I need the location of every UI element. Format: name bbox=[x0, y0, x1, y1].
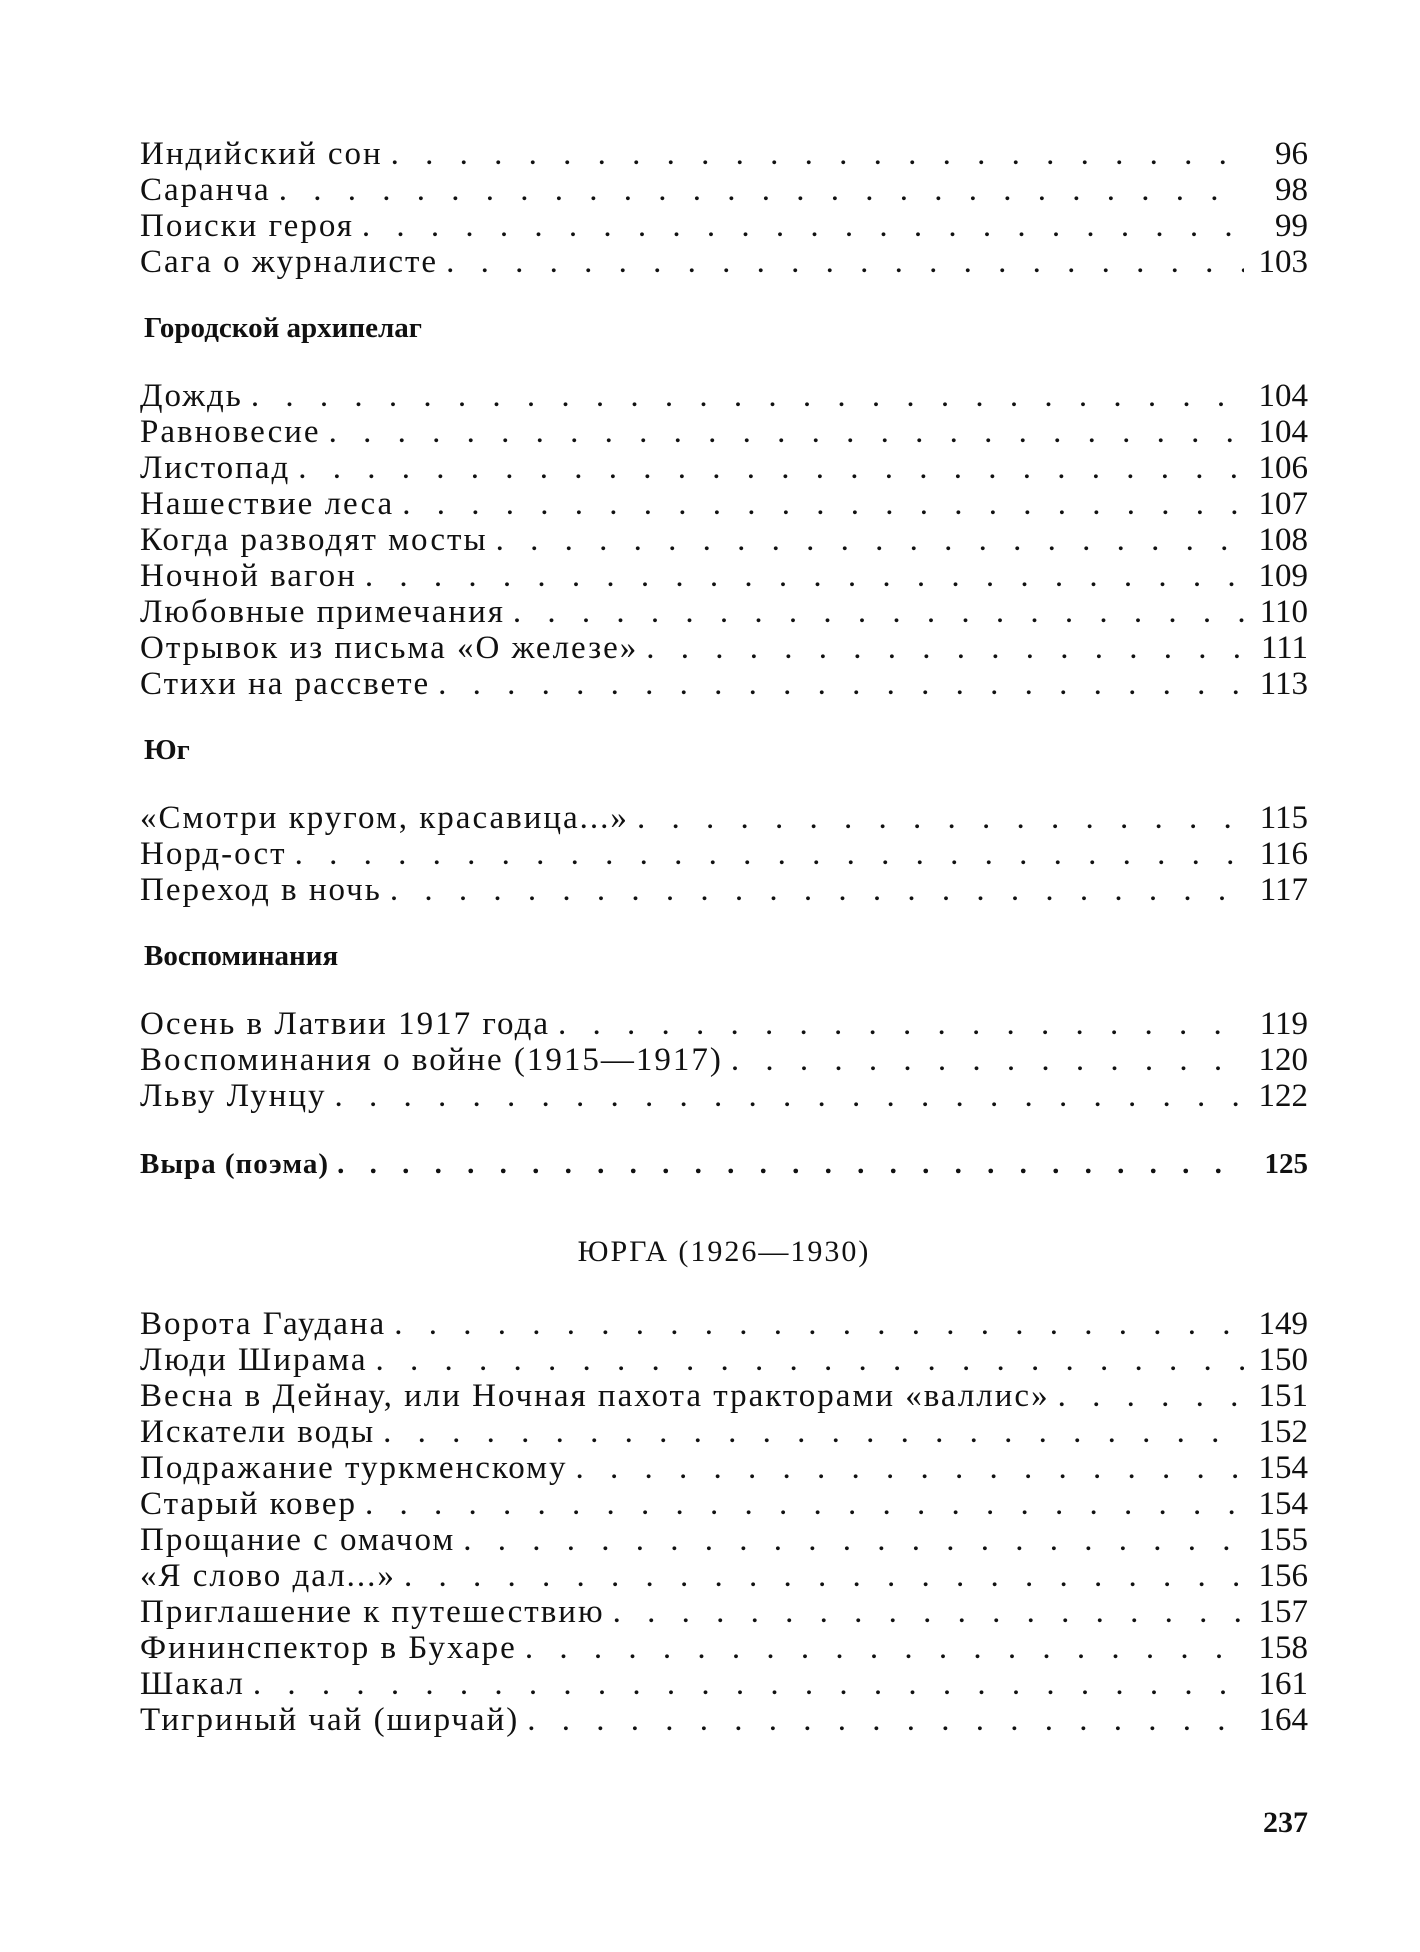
leader-dots bbox=[383, 1414, 1244, 1451]
leader-dots bbox=[558, 1006, 1244, 1043]
toc-entry-title: Льву Лунцу bbox=[140, 1078, 327, 1114]
toc-entry-page: 149 bbox=[1258, 1306, 1308, 1342]
toc-entry bbox=[140, 522, 1308, 558]
toc-entry bbox=[140, 1042, 1308, 1078]
leader-dots bbox=[496, 522, 1244, 559]
toc-entry bbox=[140, 450, 1308, 486]
toc-entry-title: Любовные примечания bbox=[140, 594, 505, 630]
toc-entry-title: Искатели воды bbox=[140, 1414, 376, 1450]
leader-dots bbox=[335, 1078, 1244, 1115]
toc-entry bbox=[140, 1630, 1308, 1666]
toc-entry-page: 96 bbox=[1275, 136, 1308, 172]
toc-entry-page: 157 bbox=[1258, 1594, 1308, 1630]
leader-dots bbox=[525, 1630, 1244, 1667]
toc-entry-page: 151 bbox=[1258, 1378, 1308, 1414]
toc-entry-title: Норд-ост bbox=[140, 836, 287, 872]
toc-entry bbox=[140, 136, 1308, 172]
toc-entry-title: Саранча bbox=[140, 172, 271, 208]
toc-entry bbox=[140, 1006, 1308, 1042]
leader-dots bbox=[575, 1450, 1244, 1487]
toc-entry bbox=[140, 594, 1308, 630]
leader-dots bbox=[365, 558, 1244, 595]
leader-dots bbox=[375, 1342, 1244, 1379]
toc-entry-title: Шакал bbox=[140, 1666, 245, 1702]
toc-entry-page: 158 bbox=[1258, 1630, 1308, 1666]
toc-entry-title: «Смотри кругом, красавица...» bbox=[140, 800, 629, 836]
toc-entry-title: Подражание туркменскому bbox=[140, 1450, 568, 1486]
toc-entry bbox=[140, 1702, 1308, 1738]
leader-dots bbox=[251, 378, 1244, 415]
toc-entry bbox=[140, 172, 1308, 208]
toc-entry bbox=[140, 1666, 1308, 1702]
section-heading: Юг bbox=[144, 734, 190, 766]
table-of-contents bbox=[140, 136, 1308, 1738]
toc-entry-title: Ночной вагон bbox=[140, 558, 357, 594]
toc-entry-page: 110 bbox=[1259, 594, 1308, 630]
leader-dots bbox=[295, 836, 1244, 873]
toc-entry-page: 107 bbox=[1258, 486, 1308, 522]
toc-entry-page: 125 bbox=[1264, 1148, 1308, 1180]
section-heading: Воспоминания bbox=[144, 940, 339, 972]
toc-entry bbox=[140, 1306, 1308, 1342]
section-heading: Городской архипелаг bbox=[144, 312, 422, 344]
leader-dots bbox=[527, 1702, 1244, 1739]
leader-dots bbox=[513, 594, 1244, 631]
toc-entry bbox=[140, 666, 1308, 702]
toc-entry-page: 111 bbox=[1260, 630, 1308, 666]
toc-entry-page: 164 bbox=[1258, 1702, 1308, 1738]
toc-entry-page: 103 bbox=[1258, 244, 1308, 280]
toc-entry-page: 104 bbox=[1258, 378, 1308, 414]
toc-entry-title: Прощание с омачом bbox=[140, 1522, 456, 1558]
leader-dots bbox=[365, 1486, 1244, 1523]
toc-entry-title: Равновесие bbox=[140, 414, 321, 450]
toc-entry bbox=[140, 244, 1308, 280]
toc-entry bbox=[140, 1342, 1308, 1378]
leader-dots bbox=[279, 172, 1244, 209]
toc-entry-title: Сага о журналисте bbox=[140, 244, 439, 280]
toc-entry-page: 156 bbox=[1258, 1558, 1308, 1594]
toc-entry bbox=[140, 630, 1308, 666]
toc-entry-page: 109 bbox=[1258, 558, 1308, 594]
leader-dots bbox=[1058, 1378, 1244, 1415]
toc-entry-page: 106 bbox=[1258, 450, 1308, 486]
toc-entry bbox=[140, 1078, 1308, 1114]
toc-entry-title: Переход в ночь bbox=[140, 872, 382, 908]
toc-entry-title: Приглашение к путешествию bbox=[140, 1594, 605, 1630]
toc-entry-page: 152 bbox=[1258, 1414, 1308, 1450]
toc-entry-page: 99 bbox=[1275, 208, 1308, 244]
toc-entry bbox=[140, 208, 1308, 244]
toc-entry-page: 117 bbox=[1259, 872, 1308, 908]
leader-dots bbox=[646, 630, 1244, 667]
toc-group bbox=[140, 800, 1308, 908]
toc-entry-title: Поиски героя bbox=[140, 208, 354, 244]
toc-entry-page: 150 bbox=[1258, 1342, 1308, 1378]
toc-entry-page: 154 bbox=[1258, 1486, 1308, 1522]
toc-group bbox=[140, 378, 1308, 702]
leader-dots bbox=[637, 800, 1244, 837]
toc-entry-page: 120 bbox=[1258, 1042, 1308, 1078]
leader-dots bbox=[394, 1306, 1244, 1343]
leader-dots bbox=[391, 136, 1244, 173]
toc-entry bbox=[140, 378, 1308, 414]
toc-entry bbox=[140, 1450, 1308, 1486]
toc-entry-title: «Я слово дал...» bbox=[140, 1558, 396, 1594]
toc-entry-title: Осень в Латвии 1917 года bbox=[140, 1006, 551, 1042]
leader-dots bbox=[438, 666, 1244, 703]
part-title: ЮРГА (1926—1930) bbox=[577, 1235, 871, 1268]
page-number: 237 bbox=[1263, 1806, 1308, 1839]
toc-entry bbox=[140, 486, 1308, 522]
toc-entry-page: 122 bbox=[1258, 1078, 1308, 1114]
leader-dots bbox=[298, 450, 1244, 487]
toc-entry bbox=[140, 414, 1308, 450]
leader-dots bbox=[404, 1558, 1244, 1595]
leader-dots bbox=[446, 244, 1244, 281]
toc-entry-page: 108 bbox=[1258, 522, 1308, 558]
toc-entry bbox=[140, 1414, 1308, 1450]
toc-entry-page: 115 bbox=[1259, 800, 1308, 836]
leader-dots bbox=[253, 1666, 1244, 1703]
toc-entry-page: 113 bbox=[1259, 666, 1308, 702]
leader-dots bbox=[329, 414, 1244, 451]
leader-dots bbox=[613, 1594, 1244, 1631]
toc-entry bbox=[140, 1558, 1308, 1594]
leader-dots bbox=[337, 1148, 1244, 1181]
toc-entry-title: Фининспектор в Бухаре bbox=[140, 1630, 517, 1666]
toc-entry-title: Тигриный чай (ширчай) bbox=[140, 1702, 520, 1738]
toc-entry-title: Люди Ширама bbox=[140, 1342, 368, 1378]
leader-dots bbox=[402, 486, 1244, 523]
toc-entry-title: Отрывок из письма «О железе» bbox=[140, 630, 639, 666]
toc-entry-poem bbox=[140, 1148, 1308, 1184]
toc-entry-title: Нашествие леса bbox=[140, 486, 395, 522]
toc-entry-title: Стихи на рассвете bbox=[140, 666, 431, 702]
toc-entry bbox=[140, 1594, 1308, 1630]
toc-entry bbox=[140, 800, 1308, 836]
toc-entry bbox=[140, 1486, 1308, 1522]
toc-entry bbox=[140, 1378, 1308, 1414]
leader-dots bbox=[362, 208, 1244, 245]
toc-entry-title: Выра (поэма) bbox=[140, 1148, 330, 1180]
toc-entry bbox=[140, 1522, 1308, 1558]
toc-entry-title: Когда разводят мосты bbox=[140, 522, 488, 558]
toc-entry-page: 116 bbox=[1259, 836, 1308, 872]
toc-entry bbox=[140, 872, 1308, 908]
toc-group bbox=[140, 1306, 1308, 1738]
toc-entry bbox=[140, 558, 1308, 594]
leader-dots bbox=[463, 1522, 1244, 1559]
toc-entry bbox=[140, 836, 1308, 872]
toc-entry-page: 155 bbox=[1258, 1522, 1308, 1558]
toc-group-untitled bbox=[140, 136, 1308, 280]
toc-entry-title: Весна в Дейнау, или Ночная пахота тракторами «валлис» bbox=[140, 1378, 1050, 1414]
toc-entry-page: 119 bbox=[1259, 1006, 1308, 1042]
leader-dots bbox=[731, 1042, 1244, 1079]
toc-group bbox=[140, 1006, 1308, 1114]
toc-entry-page: 154 bbox=[1258, 1450, 1308, 1486]
leader-dots bbox=[390, 872, 1244, 909]
toc-entry-title: Воспоминания о войне (1915—1917) bbox=[140, 1042, 723, 1078]
toc-entry-title: Дождь bbox=[140, 378, 243, 414]
toc-entry-title: Старый ковер bbox=[140, 1486, 358, 1522]
toc-entry-page: 104 bbox=[1258, 414, 1308, 450]
toc-entry-page: 98 bbox=[1275, 172, 1308, 208]
toc-entry-title: Ворота Гаудана bbox=[140, 1306, 387, 1342]
toc-entry-title: Листопад bbox=[140, 450, 291, 486]
toc-entry-page: 161 bbox=[1258, 1666, 1308, 1702]
toc-entry-title: Индийский сон bbox=[140, 136, 383, 172]
